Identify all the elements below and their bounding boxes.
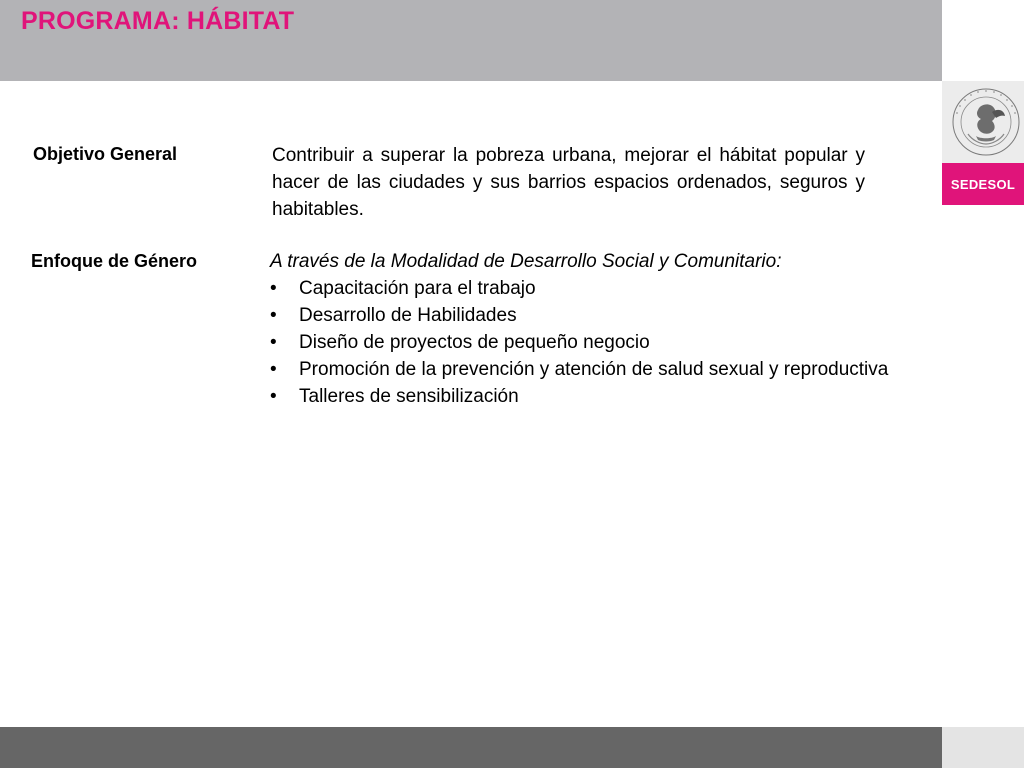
bullet-icon: • [270, 305, 277, 326]
list-item-text: Promoción de la prevención y atención de salud sexual y reproductiva [299, 359, 889, 380]
bullet-icon: • [270, 386, 277, 407]
mexico-national-seal-icon [950, 84, 1022, 160]
list-item [270, 275, 910, 302]
enfoque-intro: A través de la Modalidad de Desarrollo Social y Comunitario: [270, 251, 782, 272]
list-item [270, 302, 910, 329]
sedesol-logo-text: SEDESOL [950, 176, 1016, 192]
footer-right-panel [942, 727, 1024, 768]
enfoque-label: Enfoque de Género [31, 251, 198, 271]
right-panel-top [942, 0, 1024, 81]
bullet-icon: • [270, 332, 277, 353]
sedesol-brand-box [942, 163, 1024, 205]
bullet-icon: • [270, 278, 277, 299]
list-item [270, 329, 910, 356]
objetivo-label: Objetivo General [33, 144, 178, 164]
enfoque-block [270, 248, 910, 410]
list-item-text: Capacitación para el trabajo [299, 278, 536, 299]
footer-bar [0, 727, 942, 768]
list-item-text: Talleres de sensibilización [299, 386, 519, 407]
list-item-text: Desarrollo de Habilidades [299, 305, 517, 326]
bullet-icon: • [270, 359, 277, 380]
objetivo-text: Contribuir a superar la pobreza urbana, mejorar el hábitat popular y hacer de las ciudades y sus barrios espacios ordenados, seguros y habitables. [272, 145, 865, 220]
page-title: PROGRAMA: HÁBITAT [21, 7, 295, 35]
list-item [270, 356, 910, 383]
list-item-text: Diseño de proyectos de pequeño negocio [299, 332, 650, 353]
enfoque-list [270, 275, 910, 410]
list-item [270, 383, 910, 410]
